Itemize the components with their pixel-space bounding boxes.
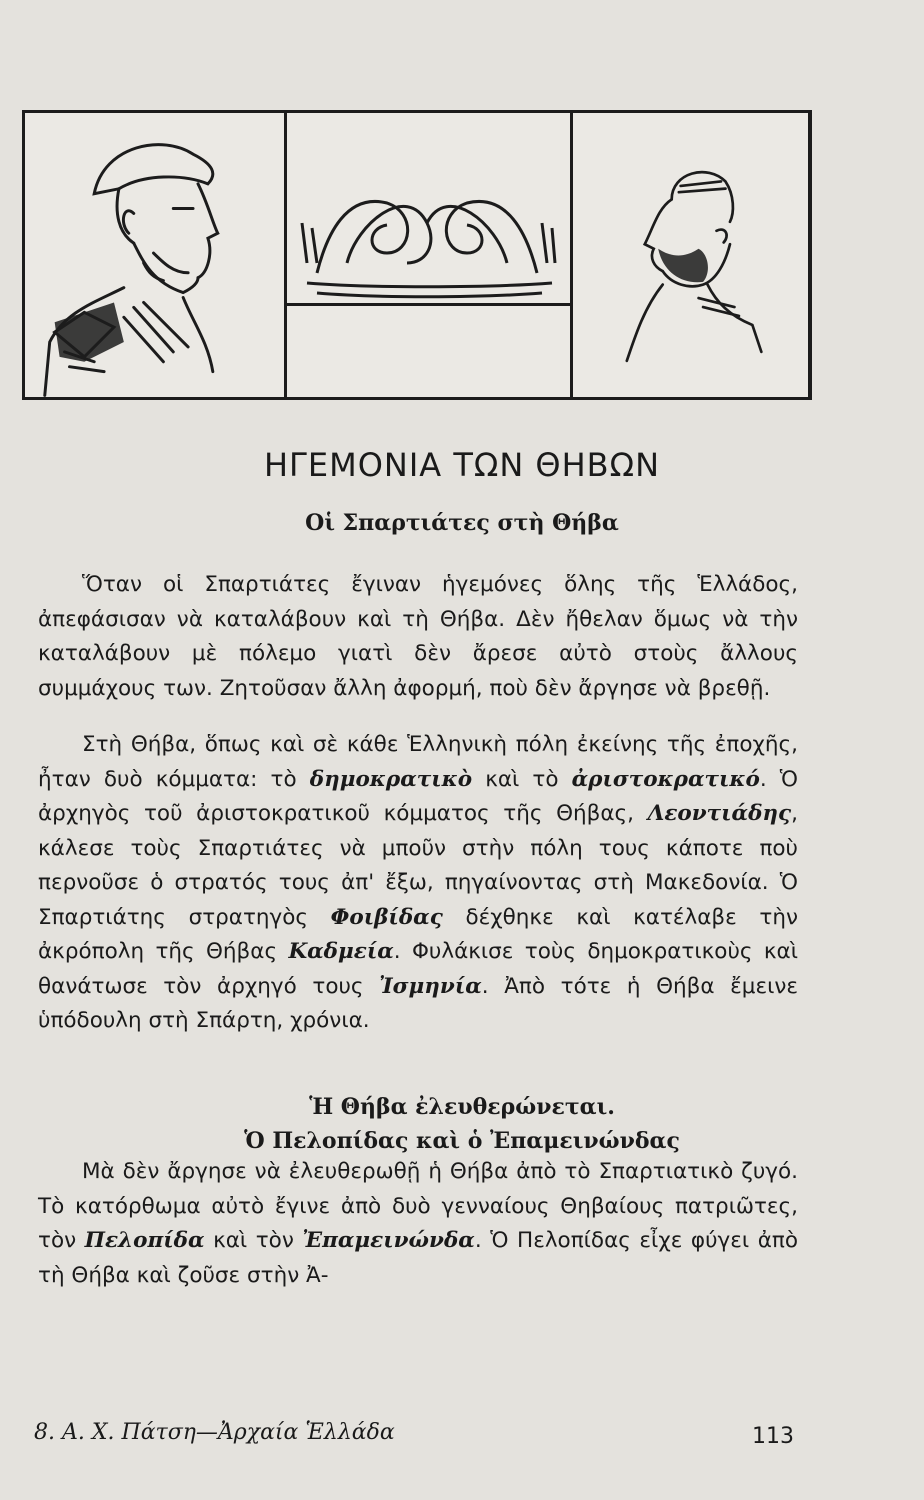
emphasis-pelopidas: Πελοπίδα (84, 1228, 205, 1253)
paragraph-3 (38, 1155, 798, 1293)
paragraph-3-text: Μὰ δὲν ἄργησε νὰ ἐλευθερωθῇ ἡ Θήβα ἀπὸ τὸ Σπαρτιατικὸ ζυγό. Τὸ κατόρθωμα αὐτὸ ἔγινε ἀπὸ δυὸ γενναίους Θηβαίους πατριῶτες, τὸν (38, 1159, 798, 1253)
emphasis-democratic: δημοκρατικὸ (309, 766, 473, 792)
emphasis-kadmeia: Καδμεία (288, 939, 394, 964)
portrait-right (573, 113, 808, 397)
illustration-strip (22, 110, 812, 400)
emphasis-epaminondas: Ἐπαμεινώνδα (302, 1228, 475, 1253)
emphasis-phoebidas: Φοιβίδας (330, 904, 443, 930)
section-heading-line-2: Ὁ Πελοπίδας καὶ ὁ Ἐπαμεινώνδας (244, 1128, 680, 1154)
paragraph-3-text: . Ὁ Πελοπίδας εἶχε φύγει ἀπὸ τὴ Θήβα καὶ ζοῦσε στὴν Ἀ- (38, 1228, 798, 1288)
emphasis-leontiades: Λεοντιάδης (647, 801, 792, 826)
spiral-ornament-drawing (287, 113, 570, 303)
emphasis-aristocratic: ἀριστοκρατικό (571, 766, 760, 792)
paragraph-2-text: . Ὁ ἀρχηγὸς τοῦ ἀριστοκρατικοῦ κόμματος τῆς Θήβας, (38, 766, 798, 826)
paragraph-2 (38, 728, 798, 1039)
paragraph-1 (38, 568, 798, 706)
paragraph-3-text: καὶ τὸν (213, 1228, 294, 1253)
bearded-man-right-drawing (573, 113, 808, 397)
paragraph-2-text: καὶ τὸ (485, 766, 559, 792)
chapter-title: ΗΓΕΜΟΝΙΑ ΤΩΝ ΘΗΒΩΝ (263, 446, 661, 484)
bearded-man-left-drawing (25, 113, 284, 397)
section-subtitle: Οἱ Σπαρτιάτες στὴ Θήβα (305, 510, 619, 536)
section-heading-line-1: Ἡ Θήβα ἐλευθερώνεται. (309, 1094, 615, 1120)
paragraph-1-text: Ὅταν οἱ Σπαρτιάτες ἔγιναν ἡγεμόνες ὅλης τῆς Ἑλλάδος, ἀπεφάσισαν νὰ καταλάβουν καὶ τὴ Θήβα. Δὲν ἤθελαν ὅμως νὰ τὴν καταλάβουν μὲ πόλεμο γιατὶ δὲν ἄρεσε αὐτὸ στοὺς ἄλλους συμμάχους των. Ζητοῦσαν ἄλλη ἀφορμή, ποὺ δὲν ἄργησε νὰ βρεθῇ. (38, 572, 798, 701)
ornament-panel (287, 113, 573, 397)
spiral-ornament (287, 113, 570, 306)
portrait-left (25, 113, 287, 397)
paragraph-2-text: δέχθηκε καὶ κατέλαβε τὴν ἀκρόπολη τῆς Θήβας (38, 904, 798, 964)
page-number: 113 (752, 1424, 794, 1449)
paragraph-2-text: . Ἀπὸ τότε ἡ Θήβα ἔμεινε ὑπόδουλη στὴ Σπάρτη, χρόνια. (38, 973, 799, 1033)
paragraph-2-text: Στὴ Θήβα, ὅπως καὶ σὲ κάθε Ἑλληνικὴ πόλη ἐκείνης τῆς ἐποχῆς, ἦταν δυὸ κόμματα: τὸ (38, 732, 798, 792)
footer-book-title: 8. Α. Χ. Πάτση—Ἀρχαία Ἑλλάδα (34, 1420, 395, 1445)
emphasis-ismenias: Ἰσμηνία (379, 973, 482, 999)
paragraph-2-text: , κάλεσε τοὺς Σπαρτιάτες νὰ μποῦν στὴν πόλη τους κάποτε ποὺ περνοῦσε ὁ στρατός τους ἀπ' ἔξω, πηγαίνοντας στὴ Μακεδονία. Ὁ Σπαρτιάτης στρατηγὸς (38, 801, 798, 930)
paragraph-2-text: . Φυλάκισε τοὺς δημοκρατικοὺς καὶ θανάτωσε τὸν ἀρχηγό τους (38, 939, 799, 999)
